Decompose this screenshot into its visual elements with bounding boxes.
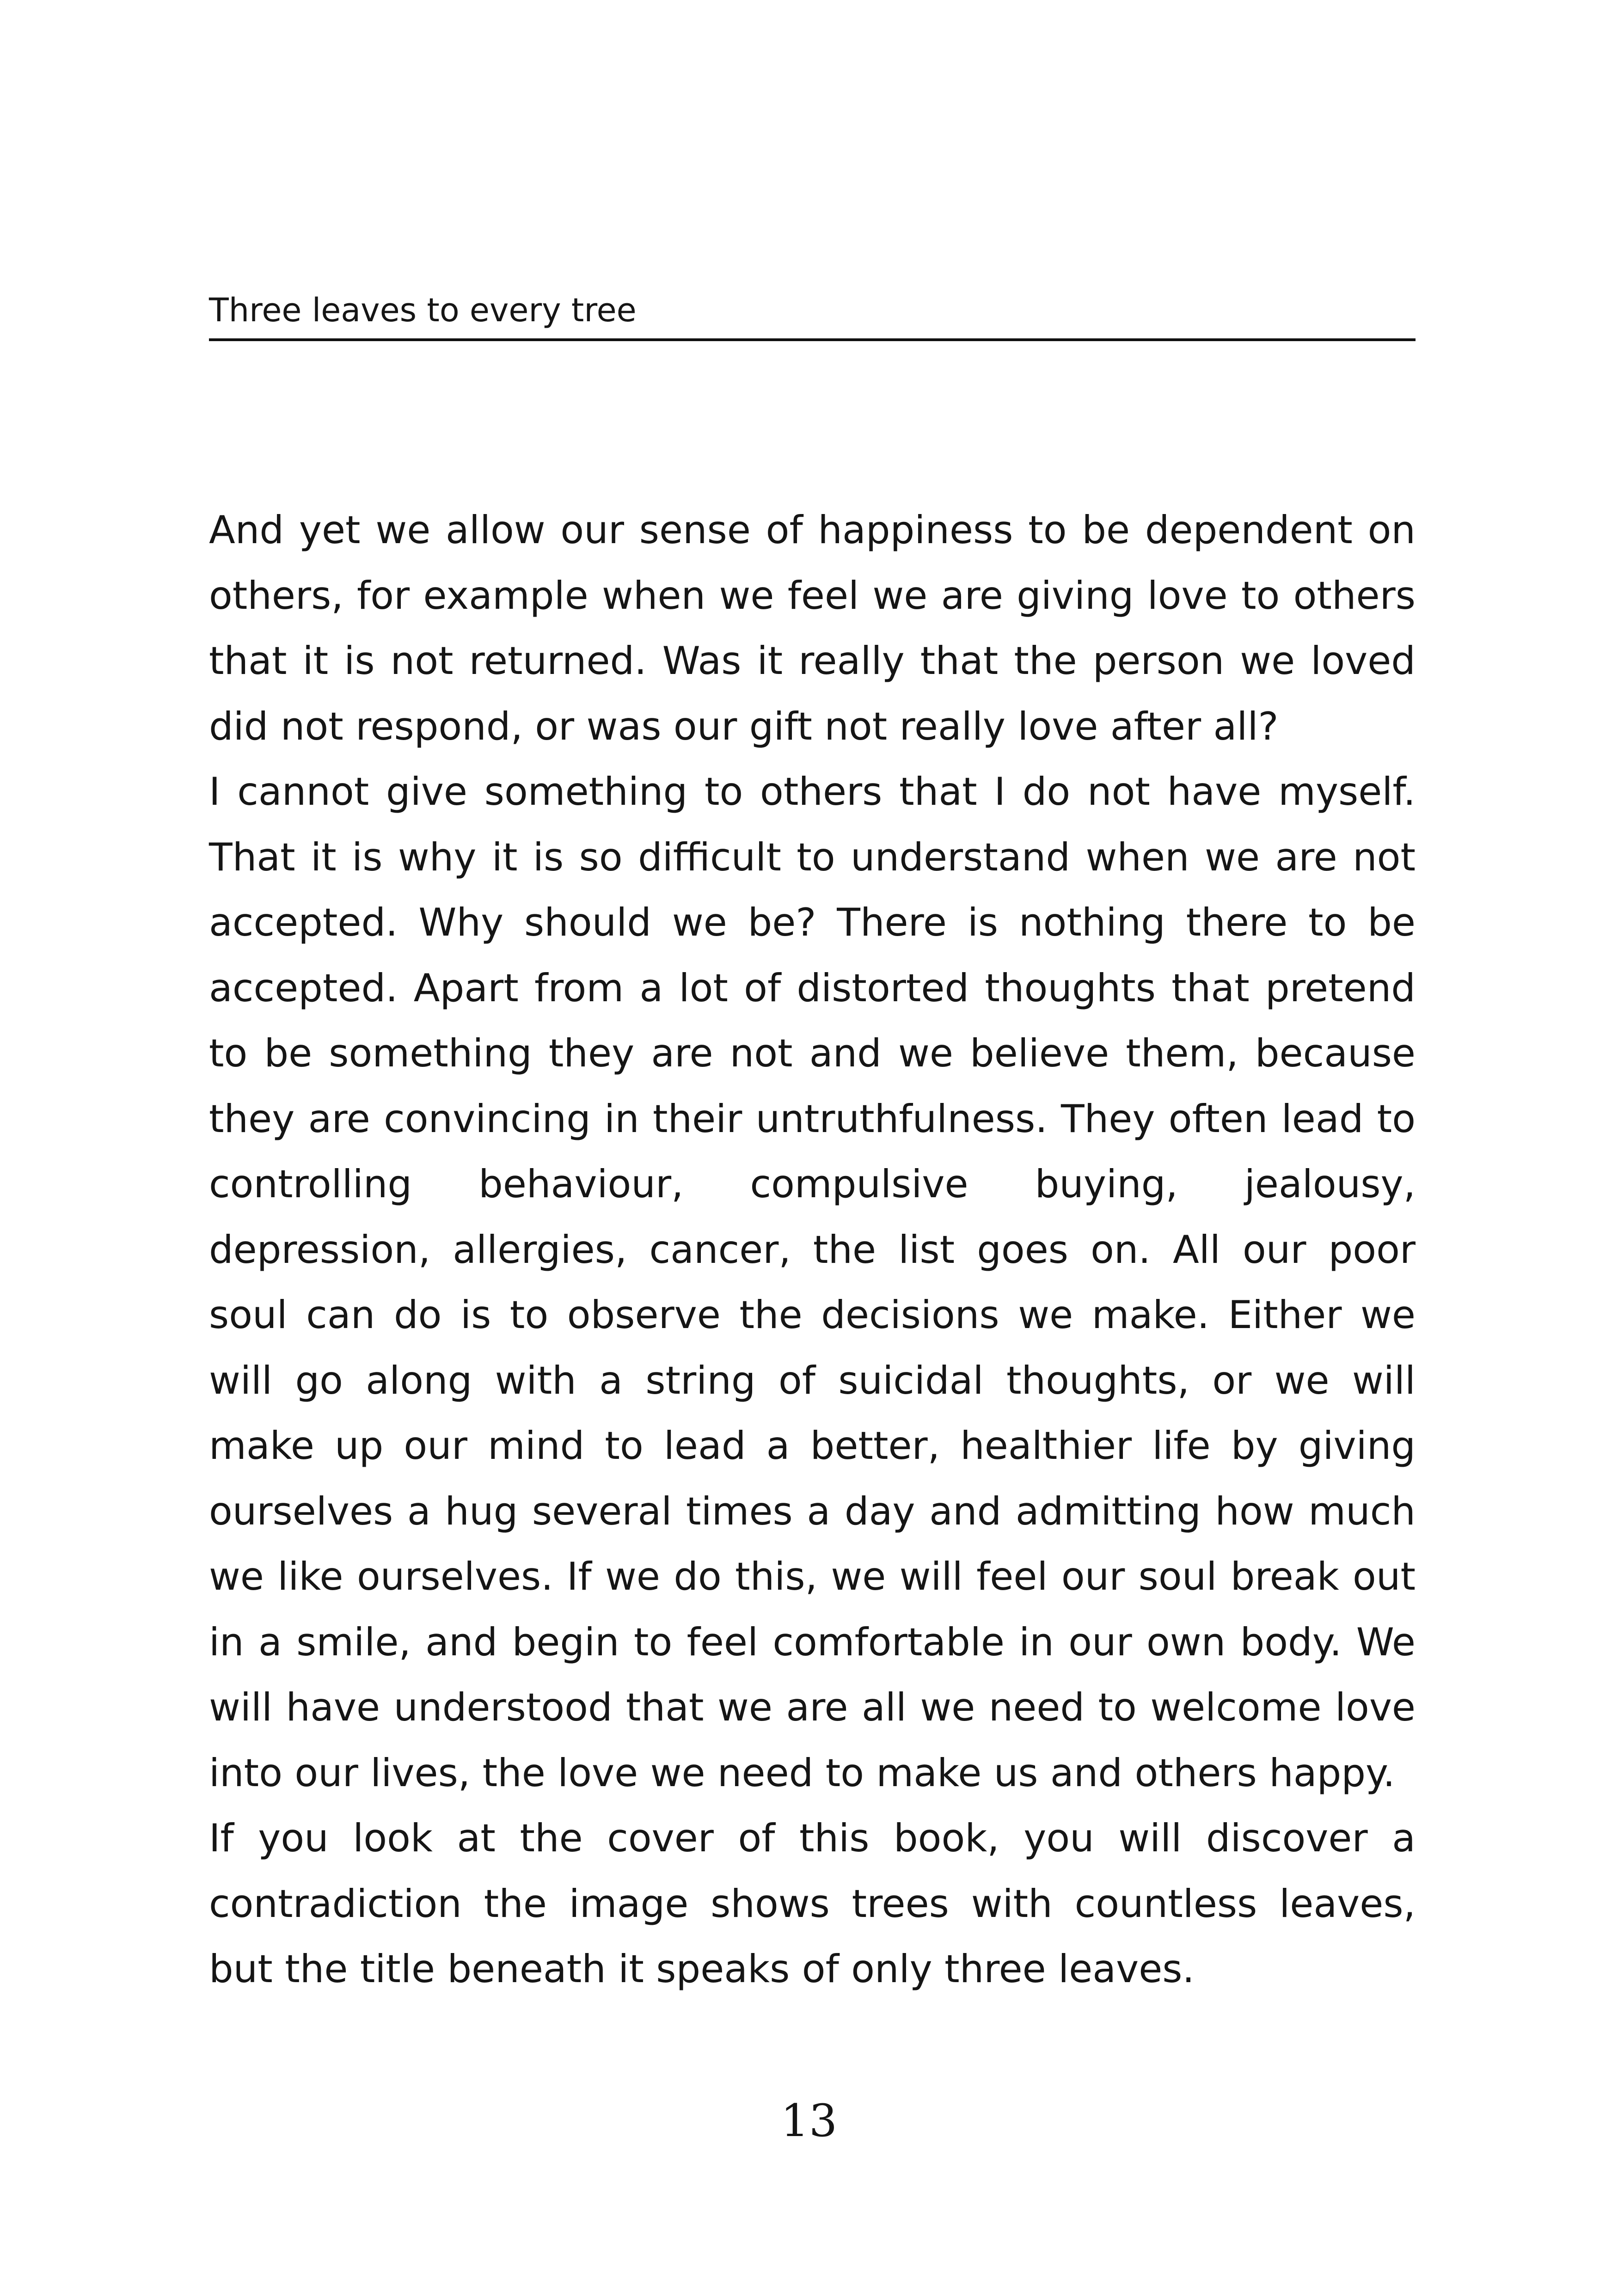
paragraph: And yet we allow our sense of happiness to be dependent on others, for example when we feel we are giving love to others that it is not returned. Was it really that the person we loved did not respond, or was our gift not really love after all? <box>209 508 1416 749</box>
paragraph: If you look at the cover of this book, you will discover a contradiction the image shows trees with countless leaves, but the title beneath it speaks of only three leaves. <box>209 1816 1416 1991</box>
running-header-title: Three leaves to every tree <box>209 291 637 329</box>
paragraph: I cannot give something to others that I do not have myself. That it is why it is so difficult to understand when we are not accepted. Why should we be? There is nothing there to be accepted. Apart from a lot of distorted thoughts that pretend to be something they are not and we believe them, because they are convincing in their untruthfulness. They often lead to controlling behaviour, compulsive buying, jealousy, depression, allergies, cancer, the list goes on. All our poor soul can do is to observe the decisions we make. Either we will go along with a string of suicidal thoughts, or we will make up our mind to lead a better, healthier life by giving ourselves a hug several times a day and admitting how much we like ourselves. If we do this, we will feel our soul break out in a smile, and begin to feel comfortable in our own body. We will have understood that we are all we need to welcome love into our lives, the love we need to make us and others happy. <box>209 769 1416 1795</box>
body-text <box>209 497 1416 2002</box>
running-header <box>209 277 1416 341</box>
page-number: 13 <box>780 2095 838 2147</box>
